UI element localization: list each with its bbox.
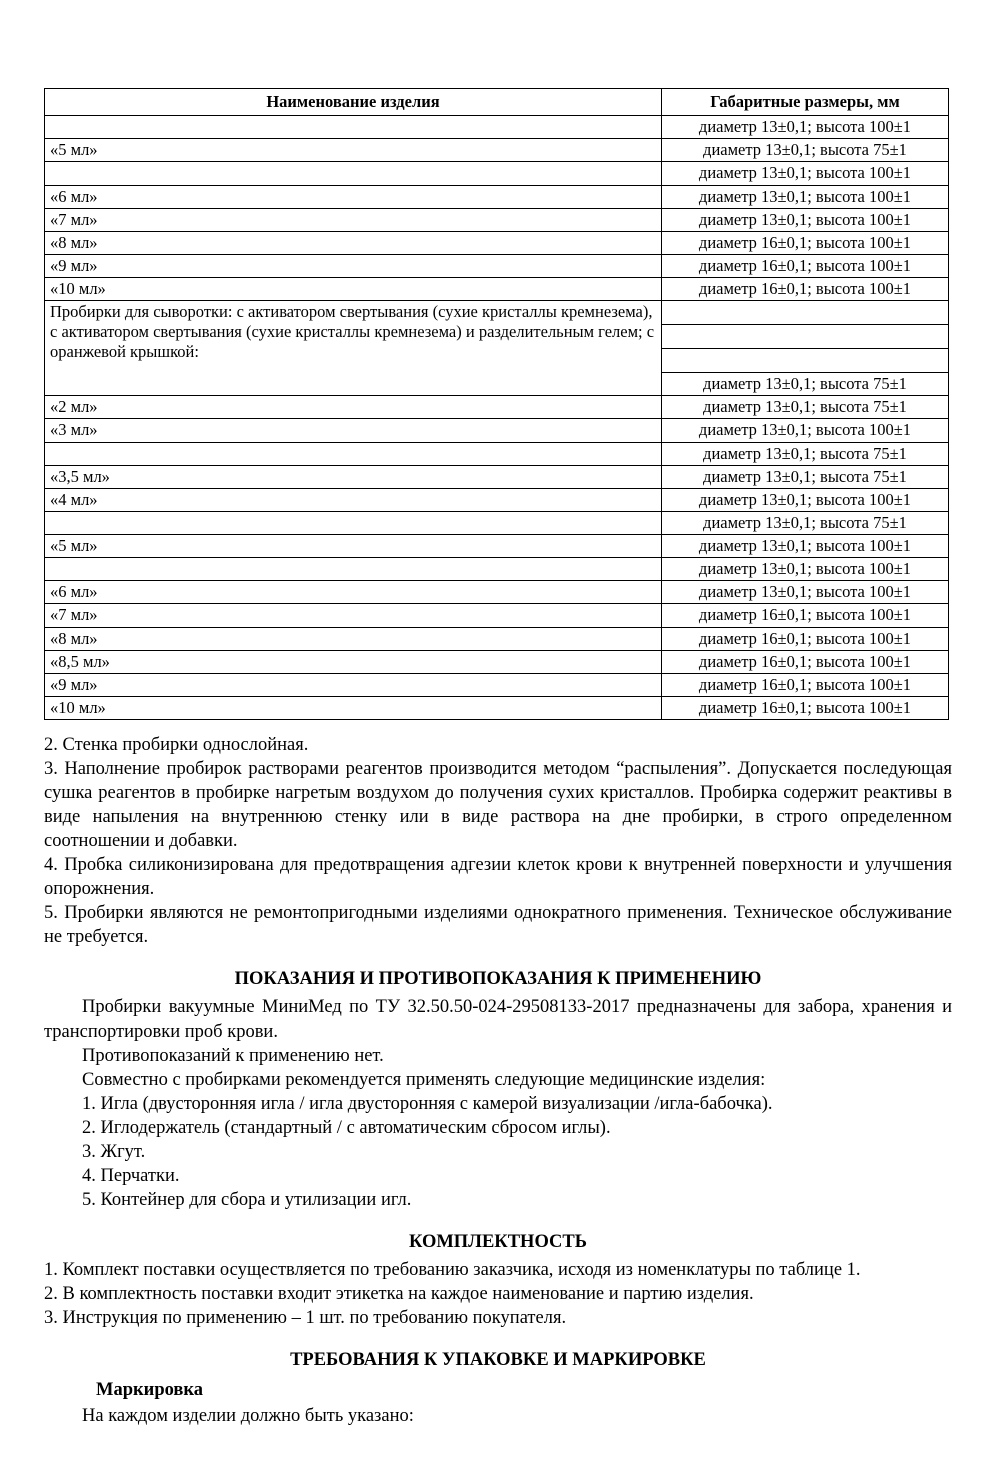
- cell-product-name: «5 мл»: [45, 139, 662, 162]
- table-body: [45, 116, 949, 720]
- cell-dimensions: диаметр 13±0,1; высота 75±1: [662, 465, 949, 488]
- cell-product-name: [45, 162, 662, 185]
- table-row: [45, 396, 949, 419]
- cell-dimensions: диаметр 13±0,1; высота 75±1: [662, 396, 949, 419]
- column-header-name: Наименование изделия: [45, 89, 662, 116]
- indications-paragraph-2: Противопоказаний к применению нет.: [82, 1045, 384, 1066]
- table-row: [45, 627, 949, 650]
- cell-dimensions: диаметр 16±0,1; высота 100±1: [662, 254, 949, 277]
- table-header: [45, 89, 949, 116]
- notes-block: [44, 733, 952, 949]
- table-row: [45, 558, 949, 581]
- cell-dimensions: диаметр 13±0,1; высота 75±1: [662, 511, 949, 534]
- note-2: 2. Стенка пробирки однослойная.: [44, 735, 309, 755]
- cell-group-title: Пробирки для сыворотки: с активатором свертывания (сухие кристаллы кремнезема), с активатором свертывания (сухие кристаллы кремнезема) и разделительным гелем; с оранжевой крышкой:: [45, 301, 662, 396]
- cell-dimensions: диаметр 13±0,1; высота 100±1: [662, 535, 949, 558]
- table-header-row: [45, 89, 949, 116]
- cell-dimensions: диаметр 16±0,1; высота 100±1: [662, 673, 949, 696]
- cell-dimensions: диаметр 13±0,1; высота 75±1: [662, 442, 949, 465]
- cell-dimensions: диаметр 13±0,1; высота 100±1: [662, 581, 949, 604]
- cell-dimensions: диаметр 16±0,1; высота 100±1: [662, 627, 949, 650]
- cell-dimensions-empty: [662, 349, 949, 373]
- cell-product-name: «8 мл»: [45, 231, 662, 254]
- cell-dimensions: диаметр 16±0,1; высота 100±1: [662, 604, 949, 627]
- list-item: 4. Перчатки.: [82, 1165, 180, 1186]
- table-row: [45, 604, 949, 627]
- table-row: [45, 511, 949, 534]
- cell-dimensions: диаметр 16±0,1; высота 100±1: [662, 231, 949, 254]
- cell-product-name: [45, 558, 662, 581]
- cell-product-name: «5 мл»: [45, 535, 662, 558]
- table-row: [45, 162, 949, 185]
- cell-product-name: [45, 442, 662, 465]
- table-row: [45, 254, 949, 277]
- table-group-row: [45, 301, 949, 325]
- table-row: [45, 208, 949, 231]
- table-row: [45, 116, 949, 139]
- cell-product-name: «3,5 мл»: [45, 465, 662, 488]
- cell-dimensions: диаметр 13±0,1; высота 100±1: [662, 419, 949, 442]
- table-row: [45, 139, 949, 162]
- table-row: [45, 581, 949, 604]
- cell-dimensions: диаметр 16±0,1; высота 100±1: [662, 650, 949, 673]
- cell-product-name: «9 мл»: [45, 254, 662, 277]
- cell-product-name: «6 мл»: [45, 185, 662, 208]
- section-completeness: [44, 1230, 952, 1330]
- table-row: [45, 650, 949, 673]
- table-row: [45, 535, 949, 558]
- table-row: [45, 673, 949, 696]
- cell-product-name: [45, 116, 662, 139]
- cell-product-name: «8,5 мл»: [45, 650, 662, 673]
- cell-dimensions: диаметр 13±0,1; высота 75±1: [662, 373, 949, 396]
- cell-product-name: «2 мл»: [45, 396, 662, 419]
- list-item: 3. Жгут.: [82, 1141, 146, 1162]
- table-row: [45, 185, 949, 208]
- section-packaging: [44, 1348, 952, 1428]
- section-indications: [44, 967, 952, 1211]
- list-item: 2. Иглодержатель (стандартный / с автоматическим сбросом иглы).: [82, 1117, 611, 1138]
- table-row: [45, 231, 949, 254]
- cell-product-name: «8 мл»: [45, 627, 662, 650]
- cell-dimensions: диаметр 13±0,1; высота 100±1: [662, 116, 949, 139]
- cell-dimensions: диаметр 13±0,1; высота 100±1: [662, 488, 949, 511]
- cell-dimensions-empty: [662, 301, 949, 325]
- section-packaging-heading: ТРЕБОВАНИЯ К УПАКОВКЕ И МАРКИРОВКЕ: [290, 1350, 706, 1371]
- column-header-dimensions: Габаритные размеры, мм: [662, 89, 949, 116]
- cell-dimensions: диаметр 13±0,1; высота 100±1: [662, 558, 949, 581]
- indications-paragraph-3: Совместно с пробирками рекомендуется применять следующие медицинские изделия:: [82, 1069, 766, 1090]
- cell-product-name: [45, 511, 662, 534]
- cell-dimensions: диаметр 16±0,1; высота 100±1: [662, 278, 949, 301]
- indications-paragraph-1: Пробирки вакуумные МиниМед по ТУ 32.50.50-024-29508133-2017 предназначены для забора, хранения и транспортировки проб крови.: [44, 997, 952, 1042]
- cell-product-name: «10 мл»: [45, 278, 662, 301]
- list-item: 2. В комплектность поставки входит этикетка на каждое наименование и партию изделия.: [44, 1283, 754, 1304]
- list-item: 3. Инструкция по применению – 1 шт. по требованию покупателя.: [44, 1308, 567, 1329]
- cell-dimensions-empty: [662, 325, 949, 349]
- cell-product-name: «3 мл»: [45, 419, 662, 442]
- table-row: [45, 442, 949, 465]
- cell-dimensions: диаметр 13±0,1; высота 100±1: [662, 162, 949, 185]
- list-item: 5. Контейнер для сбора и утилизации игл.: [82, 1189, 412, 1210]
- table-row: [45, 488, 949, 511]
- cell-dimensions: диаметр 13±0,1; высота 75±1: [662, 139, 949, 162]
- note-3: 3. Наполнение пробирок растворами реагентов производится методом “распыления”. Допускается последующая сушка реагентов в пробирке нагретым воздухом до получения сухих кристаллов. Пробирка содержит реактивы в виде напыления на внутреннюю стенку или в виде раствора на дне пробирки, в строго определенном соотношении и добавки.: [44, 759, 952, 852]
- packaging-paragraph-1: На каждом изделии должно быть указано:: [82, 1406, 414, 1427]
- cell-dimensions: диаметр 16±0,1; высота 100±1: [662, 696, 949, 719]
- cell-dimensions: диаметр 13±0,1; высота 100±1: [662, 208, 949, 231]
- specifications-table: [44, 88, 949, 720]
- cell-product-name: «6 мл»: [45, 581, 662, 604]
- section-indications-heading: ПОКАЗАНИЯ И ПРОТИВОПОКАЗАНИЯ К ПРИМЕНЕНИЮ: [234, 969, 762, 990]
- section-packaging-subheading: Маркировка: [96, 1380, 204, 1401]
- table-row: [45, 278, 949, 301]
- cell-product-name: «4 мл»: [45, 488, 662, 511]
- table-row: [45, 419, 949, 442]
- cell-product-name: «10 мл»: [45, 696, 662, 719]
- cell-product-name: «9 мл»: [45, 673, 662, 696]
- note-5: 5. Пробирки являются не ремонтопригодными изделиями однократного применения. Техническое обслуживание не требуется.: [44, 903, 952, 948]
- note-4: 4. Пробка силиконизирована для предотвращения адгезии клеток крови к внутренней поверхности и улучшения опорожнения.: [44, 855, 952, 900]
- cell-product-name: «7 мл»: [45, 208, 662, 231]
- section-completeness-heading: КОМПЛЕКТНОСТЬ: [408, 1231, 587, 1252]
- list-item: 1. Комплект поставки осуществляется по требованию заказчика, исходя из номенклатуры по таблице 1.: [44, 1259, 861, 1280]
- table-row: [45, 465, 949, 488]
- cell-product-name: «7 мл»: [45, 604, 662, 627]
- table-row: [45, 696, 949, 719]
- list-item: 1. Игла (двусторонняя игла / игла двусторонняя с камерой визуализации /игла-бабочка).: [82, 1093, 773, 1114]
- cell-dimensions: диаметр 13±0,1; высота 100±1: [662, 185, 949, 208]
